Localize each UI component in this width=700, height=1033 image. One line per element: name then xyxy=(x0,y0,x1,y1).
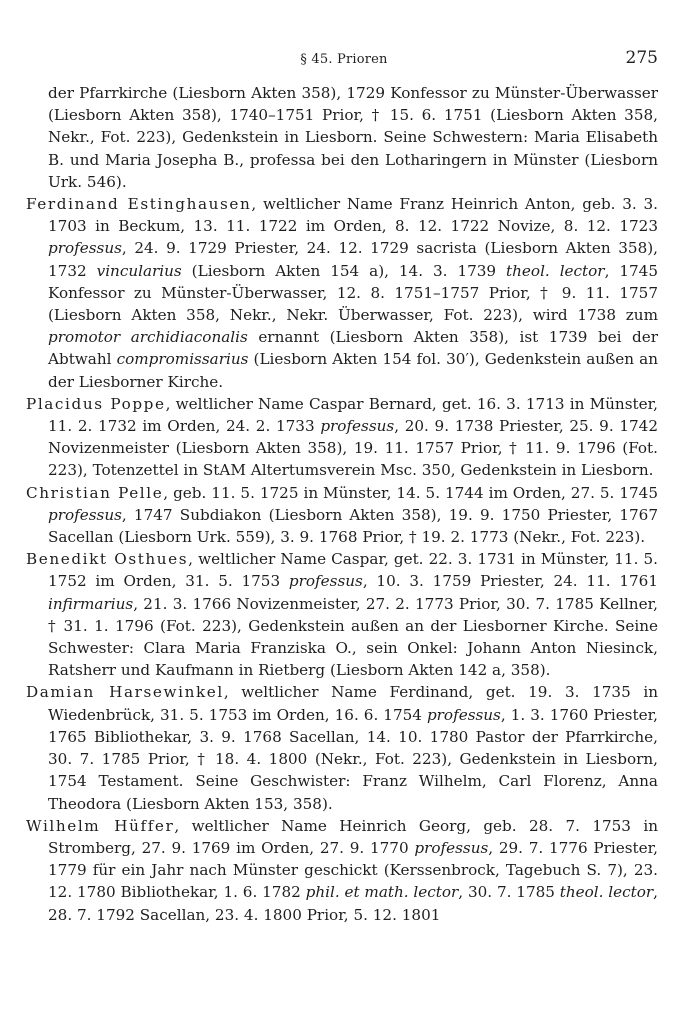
italic-term: phil. et math. lector xyxy=(305,883,459,902)
prior-entry xyxy=(26,193,658,393)
text-segment: (Liesborn Akten 154 fol. 30′), Gedenkstein außen an der Liesborner Kirche. xyxy=(48,350,658,391)
italic-term: infirmarius xyxy=(48,594,134,613)
italic-term: compromissarius xyxy=(116,350,249,369)
text-segment: , 20. 9. 1738 Priester, 25. 9. 1742 Novizenmeister (Liesborn Akten 358), 19. 11. 1757 Prior, † 11. 9. 1796 (Fot. 223), Totenzettel in StAM Altertumsverein Msc. 350, Gedenkstein in Liesborn. xyxy=(48,417,659,480)
text-segment: , weltlicher Name Franz Heinrich Anton, geb. 3. 3. 1703 in Beckum, 13. 11. 1722 im Orden, 8. 12. 1722 Novize, 8. 12. 1723 xyxy=(48,195,658,236)
running-head xyxy=(30,48,658,72)
entry-text xyxy=(26,193,658,393)
italic-term: professus xyxy=(426,705,501,724)
running-title: § 45. Prioren xyxy=(300,52,388,67)
text-segment: , 24. 9. 1729 Priester, 24. 12. 1729 sacrista (Liesborn Akten 358), 1732 xyxy=(48,239,658,280)
italic-term: vincularius xyxy=(96,261,182,280)
continued-entry xyxy=(26,82,658,193)
prior-entry xyxy=(26,681,658,814)
entry-text xyxy=(26,82,658,193)
prior-name: Placidus Poppe xyxy=(26,394,166,413)
italic-term: theol. lector xyxy=(559,883,654,902)
prior-name: Damian Harsewinkel xyxy=(26,683,224,702)
text-segment: (Liesborn Akten 154 a), 14. 3. 1739 xyxy=(181,261,507,280)
prior-entry xyxy=(26,548,658,681)
prior-name: Ferdinand Estinghausen xyxy=(26,195,252,214)
text-segment: , 10. 3. 1759 Priester, 24. 11. 1761 xyxy=(362,572,658,591)
text-segment: , 1745 Konfessor zu Münster-Überwasser, 12. 8. 1751–1757 Prior, † 9. 11. 1757 (Liesborn Akten 358, Nekr., Nekr. Überwasser, Fot. 223), wird 1738 zum xyxy=(48,261,658,325)
page-number: 275 xyxy=(625,48,658,68)
text-segment: , 1747 Subdiakon (Liesborn Akten 358), 19. 9. 1750 Priester, 1767 Sacellan (Liesborn Urk. 559), 3. 9. 1768 Prior, † 19. 2. 1773 (Nekr., Fot. 223). xyxy=(48,505,658,547)
italic-term: professus xyxy=(414,838,489,857)
entry-text xyxy=(26,393,658,482)
prior-entry xyxy=(26,815,658,926)
text-segment: , 30. 7. 1785 xyxy=(458,883,560,902)
page-body xyxy=(26,82,658,926)
prior-entry xyxy=(26,482,658,549)
text-segment: , weltlicher Name Caspar Bernard, get. 16. 3. 1713 in Münster, 11. 2. 1732 im Orden, 24. 2. 1733 xyxy=(48,394,659,436)
prior-name: Wilhelm Hüffer xyxy=(26,816,175,835)
prior-entry xyxy=(26,393,658,482)
text-segment: , weltlicher Name Ferdinand, get. 19. 3. 1735 in Wiedenbrück, 31. 5. 1753 im Orden, 16. 6. 1754 xyxy=(48,683,659,724)
text-segment: , weltlicher Name Heinrich Georg, geb. 28. 7. 1753 in Stromberg, 27. 9. 1769 im Orden, 27. 9. 1770 xyxy=(48,816,658,857)
text-segment: der Pfarrkirche (Liesborn Akten 358), 1729 Konfessor zu Münster-Überwasser (Liesborn Akten 358), 1740–1751 Prior, † 15. 6. 1751 (Liesborn Akten 358, Nekr., Fot. 223), Gedenkstein in Liesborn. Seine Schwestern: Maria Elisabeth B. und Maria Josepha B., professa bei den Lotharingern in Münster (Liesborn Urk. 546). xyxy=(48,84,658,191)
text-segment: , 1. 3. 1760 Priester, 1765 Bibliothekar, 3. 9. 1768 Sacellan, 14. 10. 1780 Pastor der Pfarrkirche, 30. 7. 1785 Prior, † 18. 4. 1800 (Nekr., Fot. 223), Gedenkstein in Liesborn, 1754 Testament. Seine Geschwister: Franz Wilhelm, Carl Florenz, Anna Theodora (Liesborn Akten 153, 358). xyxy=(48,705,658,813)
italic-term: professus xyxy=(288,572,363,591)
text-segment: , weltlicher Name Caspar, get. 22. 3. 1731 in Münster, 11. 5. 1752 im Orden, 31. 5. 1753 xyxy=(48,550,658,591)
text-segment: , geb. 11. 5. 1725 in Münster, 14. 5. 1744 im Orden, 27. 5. 1745 xyxy=(163,483,658,502)
entry-text xyxy=(26,681,658,814)
italic-term: professus xyxy=(320,417,395,436)
entry-text xyxy=(26,815,658,926)
prior-name: Benedikt Osthues xyxy=(26,550,189,569)
text-segment: , 29. 7. 1776 Priester, 1779 für ein Jahr nach Münster geschickt (Kerssenbrock, Tagebuch S. 7), 23. 12. 1780 Bibliothekar, 1. 6. 1782 xyxy=(48,838,658,902)
entry-text xyxy=(26,548,658,681)
text-segment: , 28. 7. 1792 Sacellan, 23. 4. 1800 Prior, 5. 12. 1801 xyxy=(48,883,658,924)
italic-term: promotor archidiaconalis xyxy=(48,328,248,347)
italic-term: professus xyxy=(48,239,122,258)
text-segment: ernannt (Liesborn Akten 358), ist 1739 bei der Abtwahl xyxy=(48,328,659,369)
italic-term: theol. lector xyxy=(506,261,605,280)
text-segment: , 21. 3. 1766 Novizenmeister, 27. 2. 1773 Prior, 30. 7. 1785 Kellner, † 31. 1. 1796 (Fot. 223), Gedenkstein außen an der Liesborner Kirche. Seine Schwester: Clara Maria Franziska O., sein Onkel: Johann Anton Niesinck, Ratsherr und Kaufmann in Rietberg (Liesborn Akten 142 a, 358). xyxy=(48,594,658,680)
italic-term: professus xyxy=(48,505,122,524)
entry-text xyxy=(26,482,658,549)
prior-name: Christian Pelle xyxy=(26,483,164,502)
